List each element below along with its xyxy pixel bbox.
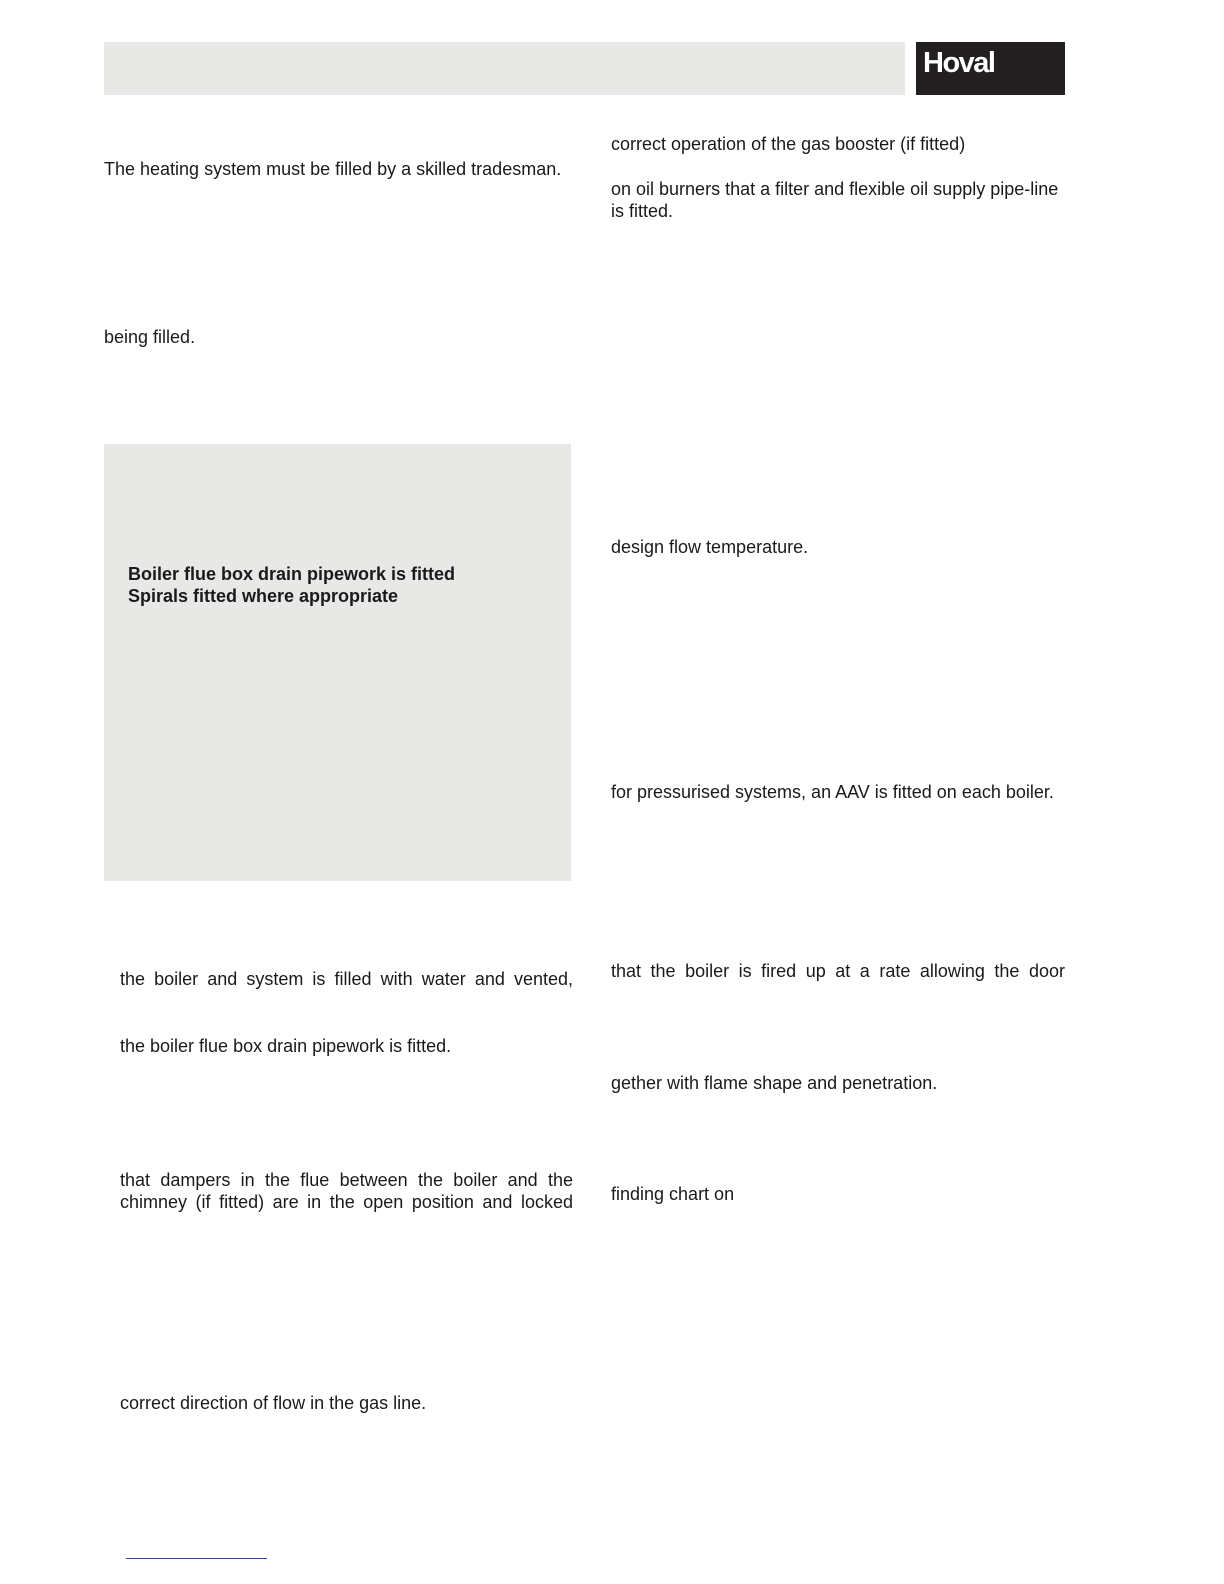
- intro-text: The heating system must be filled by a skilled tradesman.: [104, 159, 562, 179]
- item-flue-box-drain: the boiler flue box drain pipework is fitted.: [120, 1036, 452, 1056]
- item-filled-vented: the boiler and system is filled with water and vented,: [120, 969, 573, 989]
- finding-chart-text: finding chart on: [611, 1184, 735, 1204]
- item-gas-flow: correct direction of flow in the gas line.: [120, 1393, 427, 1413]
- footer-link-rule: [126, 1558, 267, 1559]
- oil-burners-line2: is fitted.: [611, 201, 674, 221]
- brand-logo: [916, 42, 1065, 95]
- header-bar: [104, 42, 905, 95]
- fired-up-text: that the boiler is fired up at a rate allowing the door: [611, 961, 1065, 981]
- checklist-flue-box-drain: Boiler flue box drain pipework is fitted: [128, 564, 456, 584]
- aav-text: for pressurised systems, an AAV is fitted on each boiler.: [611, 782, 1054, 802]
- checklist-spirals: Spirals fitted where appropriate: [128, 586, 399, 606]
- oil-burners-line1: on oil burners that a filter and flexible oil supply pipe-line: [611, 179, 1059, 199]
- being-filled-text: being filled.: [104, 327, 196, 347]
- flame-shape-text: gether with flame shape and penetration.: [611, 1073, 938, 1093]
- checklist-panel: [104, 444, 571, 881]
- brand-name: Hoval: [923, 47, 995, 79]
- design-flow-text: design flow temperature.: [611, 537, 809, 557]
- item-dampers-line2: chimney (if fitted) are in the open position and locked: [120, 1192, 573, 1212]
- item-dampers-line1: that dampers in the flue between the boiler and the: [120, 1170, 573, 1190]
- gas-booster-text: correct operation of the gas booster (if fitted): [611, 134, 966, 154]
